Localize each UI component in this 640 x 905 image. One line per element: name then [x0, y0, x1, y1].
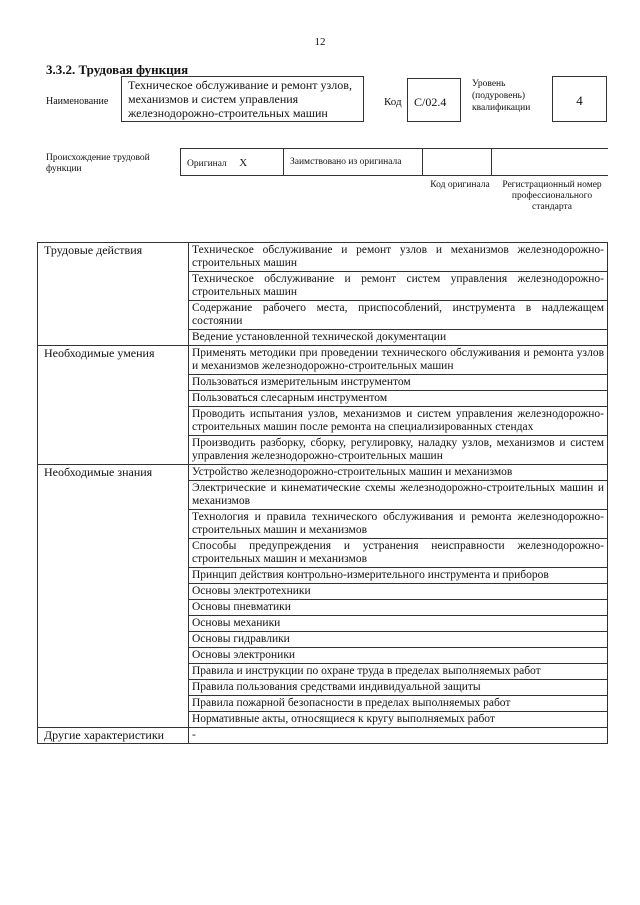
- item-cell: Производить разборку, сборку, регулировку, наладку узлов, механизмов и систем управления железнодорожно-строительных машин: [189, 436, 608, 465]
- original-label: Оригинал: [187, 159, 227, 169]
- item-cell: Основы гидравлики: [189, 632, 608, 648]
- item-cell: Ведение установленной технической документации: [189, 330, 608, 346]
- item-cell: Пользоваться слесарным инструментом: [189, 391, 608, 407]
- section-title-cell: Другие характеристики: [38, 728, 189, 744]
- item-cell: Правила и инструкции по охране труда в пределах выполняемых работ: [189, 664, 608, 680]
- item-cell: Нормативные акты, относящиеся к кругу выполняемых работ: [189, 712, 608, 728]
- item-cell: Проводить испытания узлов, механизмов и систем управления железнодорожно-строительных машин после ремонта на специализированных стендах: [189, 407, 608, 436]
- level-value-box: 4: [552, 76, 607, 122]
- item-cell: Содержание рабочего места, приспособлений, инструмента в надлежащем состоянии: [189, 301, 608, 330]
- page-number: 12: [314, 36, 326, 48]
- function-details-table: [37, 242, 608, 744]
- level-label: Уровень (подуровень) квалификации: [472, 79, 531, 113]
- item-cell: Принцип действия контрольно-измерительного инструмента и приборов: [189, 568, 608, 584]
- item-cell: Основы электроники: [189, 648, 608, 664]
- code-value-box: C/02.4: [407, 78, 461, 122]
- item-cell: Правила пожарной безопасности в пределах выполняемых работ: [189, 696, 608, 712]
- item-cell: Основы механики: [189, 616, 608, 632]
- item-cell: Технология и правила технического обслуживания и ремонта железнодорожно-строительных машин и механизмов: [189, 510, 608, 539]
- code-original-cell: [422, 148, 492, 176]
- code-original-caption: Код оригинала: [430, 180, 490, 190]
- section-title-cell: Необходимые знания: [38, 465, 189, 728]
- table-row: [38, 465, 608, 481]
- origin-label: Происхождение трудовой функции: [46, 153, 150, 174]
- section-title-cell: Необходимые умения: [38, 346, 189, 465]
- item-cell: -: [189, 728, 608, 744]
- item-cell: Основы пневматики: [189, 600, 608, 616]
- item-cell: Основы электротехники: [189, 584, 608, 600]
- section-title-cell: Трудовые действия: [38, 243, 189, 346]
- name-label: Наименование: [46, 96, 109, 107]
- item-cell: Техническое обслуживание и ремонт узлов и механизмов железнодорожно-строительных машин: [189, 243, 608, 272]
- original-mark: X: [239, 157, 248, 169]
- item-cell: Правила пользования средствами индивидуальной защиты: [189, 680, 608, 696]
- code-label: Код: [384, 96, 402, 108]
- item-cell: Пользоваться измерительным инструментом: [189, 375, 608, 391]
- reg-number-cell: [491, 148, 608, 176]
- item-cell: Электрические и кинематические схемы железнодорожно-строительных машин и механизмов: [189, 481, 608, 510]
- borrowed-cell: Заимствовано из оригинала: [283, 148, 423, 176]
- item-cell: Способы предупреждения и устранения неисправности железнодорожно-строительных машин и механизмов: [189, 539, 608, 568]
- table-row: [38, 243, 608, 272]
- reg-number-caption: Регистрационный номер профессионального стандарта: [502, 180, 602, 212]
- table-row: [38, 346, 608, 375]
- table-row: [38, 728, 608, 744]
- item-cell: Техническое обслуживание и ремонт систем управления железнодорожно-строительных машин: [189, 272, 608, 301]
- item-cell: Применять методики при проведении технического обслуживания и ремонта узлов и механизмов железнодорожно-строительных машин: [189, 346, 608, 375]
- item-cell: Устройство железнодорожно-строительных машин и механизмов: [189, 465, 608, 481]
- original-cell: [180, 148, 284, 176]
- section-title: 3.3.2. Трудовая функция: [46, 62, 189, 77]
- function-name-box: Техническое обслуживание и ремонт узлов, механизмов и систем управления железнодорожно-строительных машин: [121, 76, 364, 122]
